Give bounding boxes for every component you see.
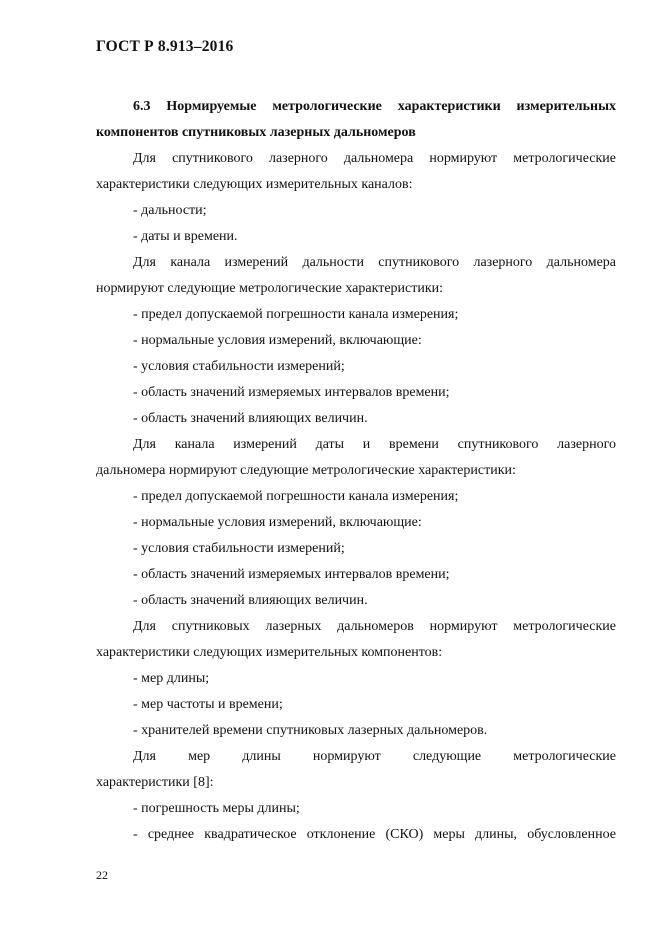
paragraph-line: нормируют следующие метрологические характеристики: — [96, 281, 444, 296]
list-item: - предел допускаемой погрешности канала измерения; — [133, 489, 459, 504]
list-item: - область значений влияющих величин. — [133, 593, 368, 608]
paragraph-line: Для канала измерений даты и времени спутникового лазерного — [133, 437, 616, 452]
list-item: - предел допускаемой погрешности канала измерения; — [133, 307, 459, 322]
list-item: - нормальные условия измерений, включающие: — [133, 333, 422, 348]
list-item: - даты и времени. — [133, 229, 238, 244]
paragraph-line: характеристики следующих измерительных компонентов: — [96, 645, 443, 660]
paragraph-line: характеристики [8]: — [96, 775, 214, 790]
paragraph-line: Для канала измерений дальности спутникового лазерного дальномера — [133, 255, 616, 270]
paragraph-line: Для спутникового лазерного дальномера нормируют метрологические — [133, 151, 616, 166]
list-item: - мер длины; — [133, 671, 210, 686]
page-number: 22 — [96, 868, 108, 882]
list-item: - область значений влияющих величин. — [133, 411, 368, 426]
list-item: - погрешность меры длины; — [133, 801, 300, 816]
list-item: - область значений измеряемых интервалов времени; — [133, 385, 450, 400]
section-heading-line-2: компонентов спутниковых лазерных дальномеров — [96, 125, 416, 140]
paragraph-line: Для спутниковых лазерных дальномеров нормируют метрологические — [133, 619, 616, 634]
list-item: - область значений измеряемых интервалов времени; — [133, 567, 450, 582]
list-item: - условия стабильности измерений; — [133, 359, 345, 374]
paragraph-line: характеристики следующих измерительных каналов: — [96, 177, 413, 192]
list-item: - условия стабильности измерений; — [133, 541, 345, 556]
list-item: - хранителей времени спутниковых лазерных дальномеров. — [133, 723, 488, 738]
paragraph-line: Для мер длины нормируют следующие метрологические — [133, 749, 616, 764]
list-item: - дальности; — [133, 203, 207, 218]
document-header: ГОСТ Р 8.913–2016 — [96, 38, 234, 55]
section-heading-line-1: 6.3 Нормируемые метрологические характеристики измерительных — [133, 99, 616, 114]
document-body — [96, 94, 616, 848]
list-item: - среднее квадратическое отклонение (СКО) меры длины, обусловленное — [133, 827, 616, 842]
list-item: - нормальные условия измерений, включающие: — [133, 515, 422, 530]
paragraph-line: дальномера нормируют следующие метрологические характеристики: — [96, 463, 516, 478]
list-item: - мер частоты и времени; — [133, 697, 283, 712]
